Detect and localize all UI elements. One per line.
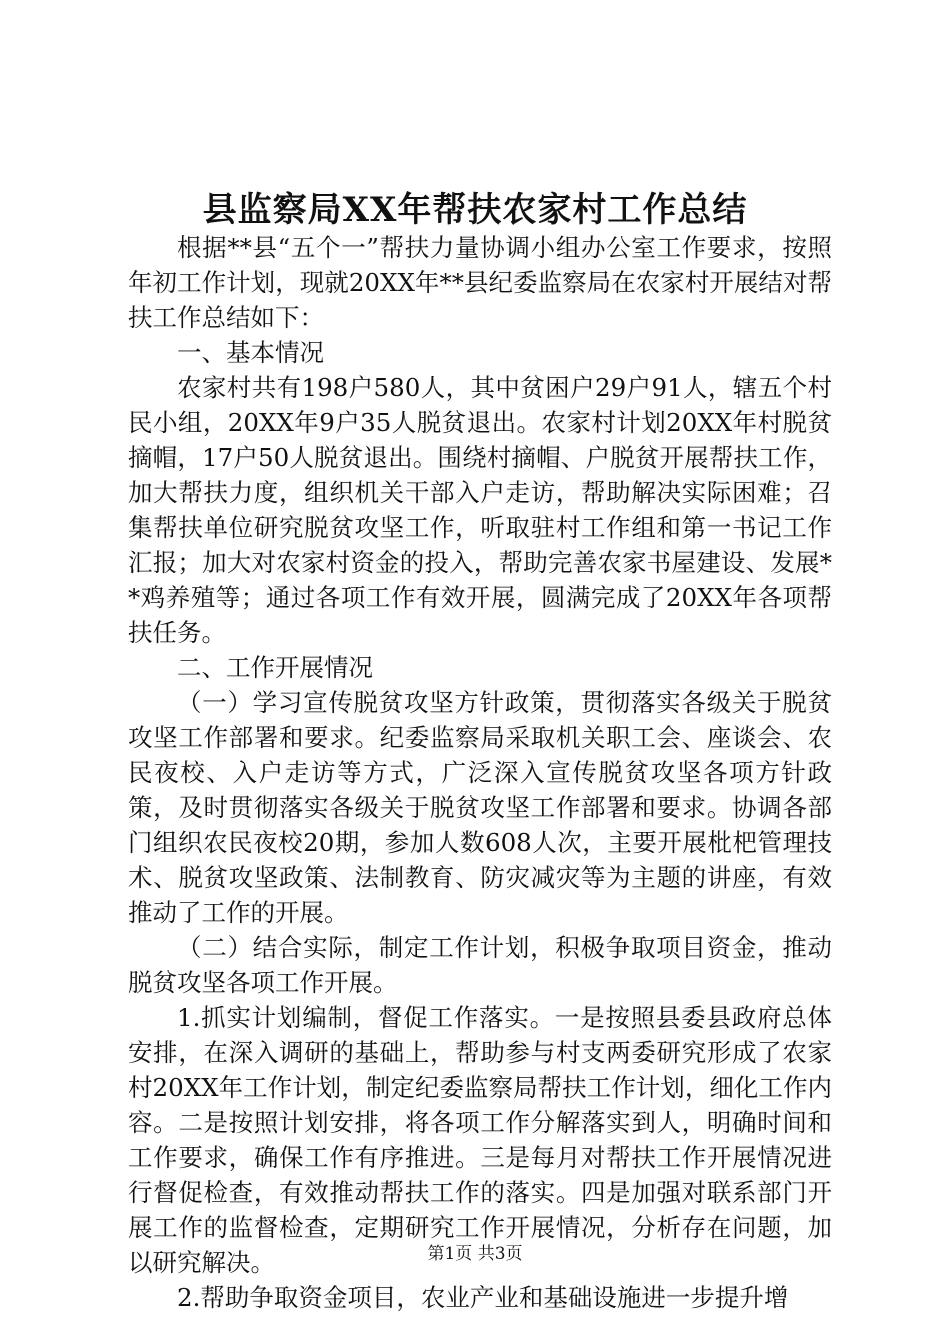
section-heading-basic-situation: 一、基本情况 bbox=[177, 338, 324, 367]
subsection-one-paragraph: （一）学习宣传脱贫攻坚方针政策，贯彻落实各级关于脱贫攻坚工作部署和要求。纪委监察局采取机关职工会、座谈会、农民夜校、入户走访等方式，广泛深入宣传脱贫攻坚各项方针政策，及时贯彻落实各级关于脱贫攻坚工作部署和要求。协调各部门组织农民夜校20期，参加人数608人次，主要开展枇杷管理技术、脱贫攻坚政策、法制教育、防灾减灾等为主题的讲座，有效推动了工作的开展。 bbox=[128, 688, 832, 927]
item-one-paragraph: 1.抓实计划编制，督促工作落实。一是按照县委县政府总体安排，在深入调研的基础上，帮助参与村支两委研究形成了农家村20XX年工作计划，制定纪委监察局帮扶工作计划，细化工作内容。二是按照计划安排，将各项工作分解落实到人，明确时间和工作要求，确保工作有序推进。三是每月对帮扶工作开展情况进行督促检查，有效推动帮扶工作的落实。四是加强对联系部门开展工作的监督检查，定期研究工作开展情况，分析存在问题，加以研究解决。 bbox=[128, 1003, 832, 1277]
basic-situation-paragraph: 农家村共有198户580人，其中贫困户29户91人，辖五个村民小组，20XX年9户35人脱贫退出。农家村计划20XX年村脱贫摘帽，17户50人脱贫退出。围绕村摘帽、户脱贫开展帮扶工作，加大帮扶力度，组织机关干部入户走访，帮助解决实际困难；召集帮扶单位研究脱贫攻坚工作，听取驻村工作组和第一书记工作汇报；加大对农家村资金的投入，帮助完善农家书屋建设、发展**鸡养殖等；通过各项工作有效开展，圆满完成了20XX年各项帮扶任务。 bbox=[128, 373, 832, 647]
intro-paragraph: 根据**县“五个一”帮扶力量协调小组办公室工作要求，按照年初工作计划，现就20XX年**县纪委监察局在农家村开展结对帮扶工作总结如下： bbox=[128, 233, 832, 332]
section-heading-work-progress: 二、工作开展情况 bbox=[177, 653, 373, 682]
document-body bbox=[128, 230, 832, 1315]
document-title: 县监察局XX年帮扶农家村工作总结 bbox=[202, 190, 748, 230]
page-footer: 第1页 共3页 bbox=[427, 1244, 523, 1264]
item-two-paragraph: 2.帮助争取资金项目，农业产业和基础设施进一步提升增 bbox=[177, 1283, 789, 1312]
subsection-two-paragraph: （二）结合实际，制定工作计划，积极争取项目资金，推动脱贫攻坚各项工作开展。 bbox=[128, 933, 832, 997]
